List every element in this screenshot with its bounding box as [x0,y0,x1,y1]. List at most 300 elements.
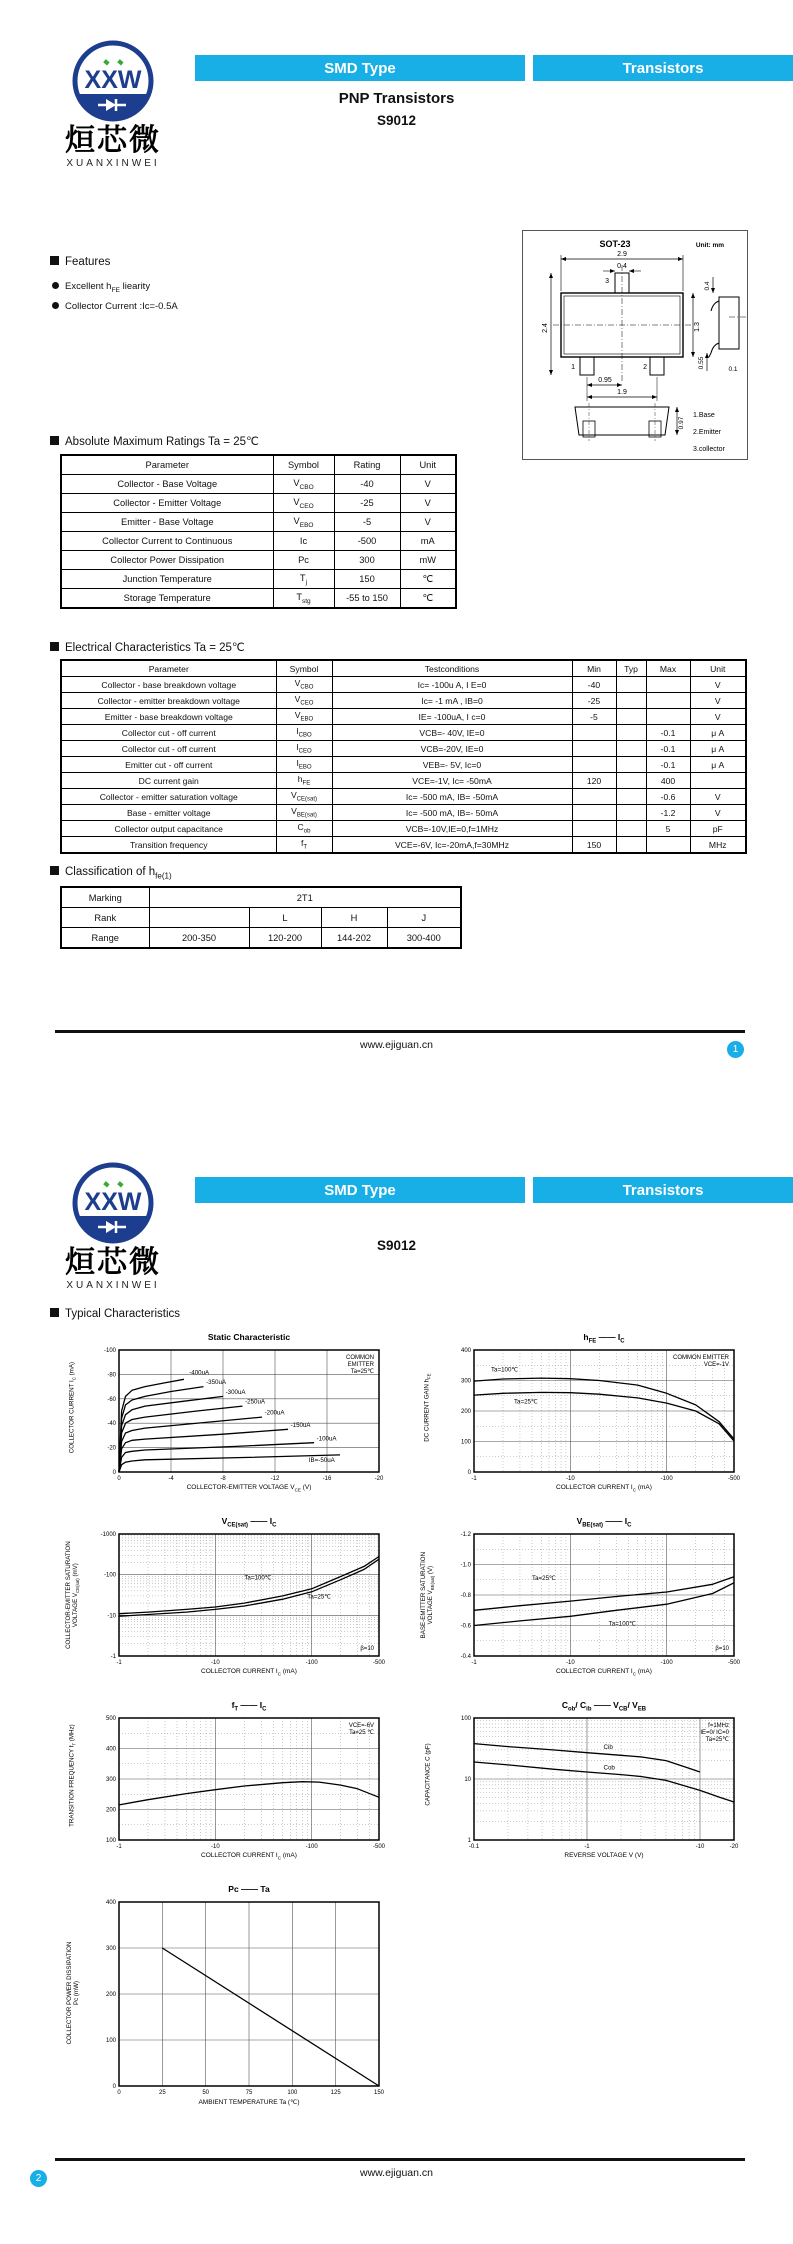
table-cell [616,773,646,789]
table-cell: $V_{CBO}$ [276,677,332,693]
table-row [61,789,746,805]
table-cell: Emitter cut - off current [61,757,276,773]
svg-text:3: 3 [605,278,609,285]
svg-text:EMITTER: EMITTER [347,1362,374,1368]
table-cell [616,805,646,821]
svg-text:150: 150 [373,2090,385,2096]
table-cell: -25 [572,693,616,709]
table-row [61,837,746,854]
footer-url[interactable]: www.ejiguan.cn [360,2167,433,2179]
square-bullet-icon [50,256,59,265]
table-cell: $V_{EBO}$ [276,709,332,725]
column-header: Rating [334,455,400,475]
table-cell: V [690,677,746,693]
svg-text:Unit: mm: Unit: mm [695,242,725,249]
table-cell: Collector output capacitance [61,821,276,837]
svg-text:100: 100 [460,1439,471,1446]
table-cell [572,789,616,805]
square-bullet-icon [50,1308,59,1317]
chart-title: Pc ―― Ta [228,1884,270,1894]
table-cell: Ic= -500 mA, IB= -50mA [332,789,572,805]
chart-x-axis-label: AMBIENT TEMPERATURE Ta (℃) [198,2099,300,2106]
svg-text:0.1: 0.1 [728,366,738,373]
chart-x-axis-label: COLLECTOR CURRENT $I_C$ (mA) [201,1852,297,1861]
table-cell: $V_{BE(sat)}$ [276,805,332,821]
table-row [61,693,746,709]
svg-text:0.4: 0.4 [704,281,711,291]
column-header: Unit [690,660,746,677]
svg-text:2.9: 2.9 [617,251,627,258]
svg-text:-20: -20 [729,1844,739,1850]
table-cell: $V_{CE(sat)}$ [276,789,332,805]
svg-text:1.9: 1.9 [617,389,627,396]
svg-text:-1: -1 [116,1844,122,1850]
chart-y-axis-label: COLLECTOR-EMITTER SATURATION VOLTAGE $V_{CE(sat)}$ (mV) [64,1541,81,1649]
part-number-title: S9012 [376,113,417,128]
svg-text:300: 300 [460,1378,471,1385]
svg-text:-300uA: -300uA [225,1388,246,1396]
table-cell: ℃ [400,570,456,589]
svg-text:-10: -10 [565,1476,575,1482]
svg-text:2.4: 2.4 [542,323,549,333]
table-cell: -0.1 [646,741,690,757]
svg-text:-80: -80 [107,1372,116,1379]
table-header-row [61,455,456,475]
svg-text:125: 125 [330,2090,341,2096]
chart-title: $C_{ob}/$ $C_{ib}$ ―― $V_{CB}/$ $V_{EB}$ [561,1700,647,1713]
svg-text:-150uA: -150uA [290,1421,311,1429]
svg-text:0.55: 0.55 [698,356,705,370]
table-cell: $V_{CEO}$ [276,693,332,709]
table-cell: $T_j$ [273,570,334,589]
svg-text:200: 200 [105,1807,116,1814]
svg-text:-1: -1 [584,1844,590,1850]
table-cell: V [400,513,456,532]
table-cell: $V_{CEO}$ [273,494,334,513]
table-cell [149,908,249,928]
page-number-badge: 1 [727,1041,744,1058]
svg-text:-12: -12 [270,1476,280,1482]
svg-text:-1000: -1000 [100,1532,116,1538]
svg-text:-500: -500 [727,1476,741,1482]
table-cell: V [400,475,456,494]
table-cell [616,693,646,709]
column-header: Typ [616,660,646,677]
brand-name-en: XUANXINWEI [66,1280,160,1291]
table-row [61,570,456,589]
svg-text:VCE=-6V: VCE=-6V [348,1723,374,1729]
svg-text:0: 0 [467,1470,471,1476]
table-cell: μ A [690,757,746,773]
table-row [61,677,746,693]
svg-text:-1.2: -1.2 [460,1532,471,1538]
elec-char-table [60,659,747,854]
svg-text:-10: -10 [107,1613,116,1620]
typical-characteristics-heading: Typical Characteristics [50,1308,180,1320]
svg-text:Cib: Cib [603,1744,613,1752]
logo-mark-icon [70,38,156,124]
square-bullet-icon [50,866,59,875]
table-cell [646,837,690,854]
feature-item: Excellent $h_{FE}$ liearity [52,281,150,294]
svg-text:f=1MHz: f=1MHz [708,1723,729,1729]
column-header: Min [572,660,616,677]
classification-table [60,886,462,949]
table-cell: μ A [690,741,746,757]
svg-text:-20: -20 [374,1476,384,1482]
svg-text:-0.6: -0.6 [460,1623,471,1630]
svg-text:-100uA: -100uA [316,1435,337,1443]
table-cell: Collector Power Dissipation [61,551,273,570]
chart-y-axis-label: COLLECTOR POWER DISSIPATION Pc (mW) [66,1941,80,2045]
svg-text:-500: -500 [372,1660,386,1666]
svg-text:10: 10 [464,1777,471,1783]
svg-text:-0.4: -0.4 [460,1654,471,1660]
chart-y-axis-label: TRANSITION FREQUENCY $f_T$ (MHz) [68,1724,77,1827]
chart-x-axis-label: COLLECTOR CURRENT $I_C$ (mA) [556,1484,652,1493]
svg-text:-1.0: -1.0 [460,1562,471,1569]
table-cell: Ic= -100u A, I E=0 [332,677,572,693]
table-row [61,805,746,821]
svg-text:-1: -1 [471,1660,477,1666]
square-bullet-icon [50,436,59,445]
svg-text:-100: -100 [103,1572,116,1579]
table-cell [646,693,690,709]
table-cell: Collector Current to Continuous [61,532,273,551]
table-cell [572,757,616,773]
svg-text:Ta=25℃: Ta=25℃ [350,1369,374,1375]
feature-item: Collector Current :Ic=-0.5A [52,301,178,312]
svg-text:0.97: 0.97 [678,416,685,430]
part-number-title: S9012 [376,1238,417,1253]
svg-text:400: 400 [105,1900,116,1906]
table-cell: Ic= -1 mA , IB=0 [332,693,572,709]
svg-text:Ta=25℃: Ta=25℃ [513,1398,538,1406]
table-cell: -0.1 [646,757,690,773]
svg-text:-0.1: -0.1 [468,1844,480,1850]
table-row [61,928,461,949]
table-cell: 300-400 [387,928,461,949]
chart-y-axis-label: DC CURRENT GAIN $h_{FE}$ [423,1373,432,1442]
dot-bullet-icon [52,282,59,289]
table-cell: Storage Temperature [61,589,273,609]
table-cell: Collector cut - off current [61,741,276,757]
table-cell [572,741,616,757]
table-cell: Ic= -500 mA, IB=- 50mA [332,805,572,821]
table-row [61,725,746,741]
table-cell: Emitter - Base Voltage [61,513,273,532]
table-cell: Base - emitter voltage [61,805,276,821]
table-cell: Pc [273,551,334,570]
table-cell: -5 [334,513,400,532]
svg-text:0: 0 [112,2084,116,2090]
brand-name-en: XUANXINWEI [66,158,160,169]
svg-text:IB=-50uA: IB=-50uA [308,1457,335,1465]
svg-text:0: 0 [117,2090,121,2096]
svg-text:-8: -8 [220,1476,226,1482]
square-bullet-icon [50,642,59,651]
table-row [61,513,456,532]
svg-text:-200uA: -200uA [264,1409,285,1417]
table-cell [616,821,646,837]
table-cell: Rank [61,908,149,928]
column-header: Testconditions [332,660,572,677]
chart-x-axis-label: COLLECTOR CURRENT $I_C$ (mA) [556,1668,652,1677]
svg-text:1: 1 [467,1838,471,1844]
svg-text:β=10: β=10 [360,1646,374,1652]
table-cell: $V_{CBO}$ [273,475,334,494]
table-cell: Collector - base breakdown voltage [61,677,276,693]
table-cell: V [690,789,746,805]
table-cell: Marking [61,887,149,908]
table-cell [616,741,646,757]
svg-text:-100: -100 [305,1844,318,1850]
svg-text:75: 75 [245,2090,253,2096]
table-cell: VCB=-10V,IE=0,f=1MHz [332,821,572,837]
svg-text:-4: -4 [168,1476,174,1482]
svg-text:200: 200 [105,1992,116,1998]
table-cell [572,821,616,837]
svg-text:300: 300 [105,1946,116,1952]
svg-text:1.3: 1.3 [694,322,701,332]
svg-text:100: 100 [287,2090,298,2096]
table-cell: -40 [334,475,400,494]
table-cell: -40 [572,677,616,693]
svg-text:Ta=100℃: Ta=100℃ [490,1366,519,1374]
table-cell: $I_{CEO}$ [276,741,332,757]
table-cell: VCB=- 40V, IE=0 [332,725,572,741]
svg-text:-40: -40 [107,1421,116,1428]
svg-text:-10: -10 [210,1660,220,1666]
column-header: Parameter [61,660,276,677]
package-outline-box [522,230,748,460]
table-cell: MHz [690,837,746,854]
table-cell: $C_{ob}$ [276,821,332,837]
svg-text:100: 100 [460,1716,471,1722]
table-row [61,887,461,908]
svg-text:1: 1 [571,364,575,371]
table-cell: VEB=- 5V, Ic=0 [332,757,572,773]
svg-text:Ta=25℃: Ta=25℃ [531,1574,556,1582]
svg-text:VCE=-1V: VCE=-1V [703,1362,729,1368]
table-cell [646,677,690,693]
column-header: Symbol [276,660,332,677]
table-cell: 400 [646,773,690,789]
table-cell [616,789,646,805]
svg-text:200: 200 [460,1409,471,1415]
table-cell: $I_{EBO}$ [276,757,332,773]
svg-text:50: 50 [202,2090,210,2096]
table-cell: DC current gain [61,773,276,789]
svg-text:400: 400 [460,1348,471,1354]
footer-url[interactable]: www.ejiguan.cn [360,1039,433,1051]
table-cell: $f_T$ [276,837,332,854]
table-cell: J [387,908,461,928]
table-row [61,532,456,551]
table-row [61,821,746,837]
banner-transistors: Transistors [533,1177,793,1203]
column-header: Max [646,660,690,677]
table-cell: -25 [334,494,400,513]
svg-text:-1: -1 [471,1476,477,1482]
charts-grid [55,1332,755,2124]
svg-text:1.Base: 1.Base [693,412,715,419]
table-cell: -1.2 [646,805,690,821]
svg-text:400: 400 [105,1746,116,1753]
table-cell: Collector - emitter breakdown voltage [61,693,276,709]
abs-max-table [60,454,457,609]
device-type-title: PNP Transistors [338,90,455,107]
table-cell [572,725,616,741]
table-cell: 120-200 [249,928,321,949]
column-header: Unit [400,455,456,475]
svg-text:-60: -60 [107,1396,116,1403]
svg-text:COMMON: COMMON [346,1355,374,1361]
footer-divider [55,2158,745,2161]
table-cell [616,709,646,725]
table-row [61,709,746,725]
chart-x-axis-label: COLLECTOR CURRENT $I_C$ (mA) [201,1668,297,1677]
abs-max-heading: Absolute Maximum Ratings Ta = 25℃ [50,434,259,448]
table-row [61,551,456,570]
svg-text:0.4: 0.4 [617,263,627,270]
svg-text:0.95: 0.95 [598,377,612,384]
brand-logo [58,1160,168,1291]
table-cell: V [400,494,456,513]
table-cell: H [321,908,387,928]
table-cell: 150 [572,837,616,854]
brand-name-cn: 烜芯微 [65,1246,161,1279]
table-cell: $I_{CBO}$ [276,725,332,741]
chart-y-axis-label: BASE-EMITTER SATURATION VOLTAGE $V_{BE(sat)}$ (V) [419,1551,436,1639]
chart-hfe-vs-ic [410,1332,745,1510]
table-cell: Collector cut - off current [61,725,276,741]
table-cell: 300 [334,551,400,570]
svg-text:Ta=100℃: Ta=100℃ [608,1620,637,1628]
table-cell: 150 [334,570,400,589]
svg-text:XXW: XXW [84,66,142,94]
svg-text:-1: -1 [110,1654,116,1660]
table-cell: μ A [690,725,746,741]
banner-transistors: Transistors [533,55,793,81]
svg-text:100: 100 [105,2038,116,2044]
dot-bullet-icon [52,302,59,309]
svg-text:Ta=25℃: Ta=25℃ [307,1593,332,1601]
table-row [61,475,456,494]
table-cell: ℃ [400,589,456,609]
table-cell: Junction Temperature [61,570,273,589]
table-cell [616,725,646,741]
elec-char-heading: Electrical Characteristics Ta = 25℃ [50,640,245,654]
svg-text:-100: -100 [660,1660,673,1666]
svg-text:-10: -10 [565,1660,575,1666]
svg-text:-100: -100 [305,1660,318,1666]
chart-static-characteristic [55,1332,390,1510]
chart-y-axis-label: CAPACITANCE C (pF) [424,1743,432,1806]
table-cell: -0.6 [646,789,690,805]
table-cell: 2T1 [149,887,461,908]
svg-text:2: 2 [643,364,647,371]
table-cell: mW [400,551,456,570]
page-number-badge: 2 [30,2170,47,2187]
table-header-row [61,660,746,677]
table-row [61,757,746,773]
footer-divider [55,1030,745,1033]
svg-text:-1: -1 [116,1660,122,1666]
table-cell: Collector - emitter saturation voltage [61,789,276,805]
svg-text:0: 0 [112,1470,116,1476]
table-cell [616,757,646,773]
chart-vbesat-vs-ic [410,1516,745,1694]
svg-text:-500: -500 [372,1844,386,1850]
chart-x-axis-label: REVERSE VOLTAGE V (V) [564,1852,644,1859]
svg-text:2.Emitter: 2.Emitter [693,429,722,436]
table-cell: Range [61,928,149,949]
svg-text:-16: -16 [322,1476,332,1482]
table-cell [616,837,646,854]
svg-text:Ta=25℃: Ta=25℃ [705,1737,729,1743]
svg-text:Ta=100℃: Ta=100℃ [244,1574,272,1582]
table-row [61,589,456,609]
table-cell: 200-350 [149,928,249,949]
svg-text:XXW: XXW [84,1188,142,1216]
svg-text:Ta=25 ℃: Ta=25 ℃ [349,1730,374,1736]
chart-title: $V_{CE(sat)}$ ―― $I_C$ [221,1516,277,1529]
chart-canvas [55,1884,390,2124]
chart-y-axis-label: COLLECTOR CURRENT $I_C$ (mA) [68,1361,77,1454]
chart-vcesat-vs-ic [55,1516,390,1694]
table-cell: -5 [572,709,616,725]
table-cell: -0.1 [646,725,690,741]
package-outline-drawing [523,231,747,459]
logo-mark-icon [70,1160,156,1246]
svg-text:-20: -20 [107,1445,116,1452]
svg-text:-0.8: -0.8 [460,1593,471,1599]
table-cell: -55 to 150 [334,589,400,609]
chart-title: $f_T$ ―― $I_C$ [231,1700,267,1713]
chart-title: Static Characteristic [207,1332,291,1342]
table-cell: Emitter - base breakdown voltage [61,709,276,725]
svg-text:-100: -100 [660,1476,673,1482]
svg-text:-400uA: -400uA [189,1369,210,1377]
brand-name-cn: 烜芯微 [65,124,161,157]
table-cell: pF [690,821,746,837]
svg-text:-10: -10 [210,1844,220,1850]
table-cell [572,805,616,821]
table-cell: $V_{EBO}$ [273,513,334,532]
features-heading: Features [50,256,110,268]
banner-smd-type: SMD Type [195,1177,525,1203]
svg-text:SOT-23: SOT-23 [599,239,631,249]
table-cell: Transition frequency [61,837,276,854]
svg-text:0: 0 [117,1476,121,1482]
svg-text:300: 300 [105,1777,116,1783]
table-cell: Ic [273,532,334,551]
svg-text:25: 25 [158,2090,166,2096]
svg-text:-250uA: -250uA [245,1398,266,1406]
svg-text:COMMON EMITTER: COMMON EMITTER [673,1355,729,1361]
table-cell [616,677,646,693]
table-cell: 120 [572,773,616,789]
table-cell: 144-202 [321,928,387,949]
table-cell: V [690,709,746,725]
table-row [61,773,746,789]
table-cell: IE= -100uA, I c=0 [332,709,572,725]
table-cell [646,709,690,725]
table-row [61,741,746,757]
table-cell: $T_{stg}$ [273,589,334,609]
banner-smd-type: SMD Type [195,55,525,81]
